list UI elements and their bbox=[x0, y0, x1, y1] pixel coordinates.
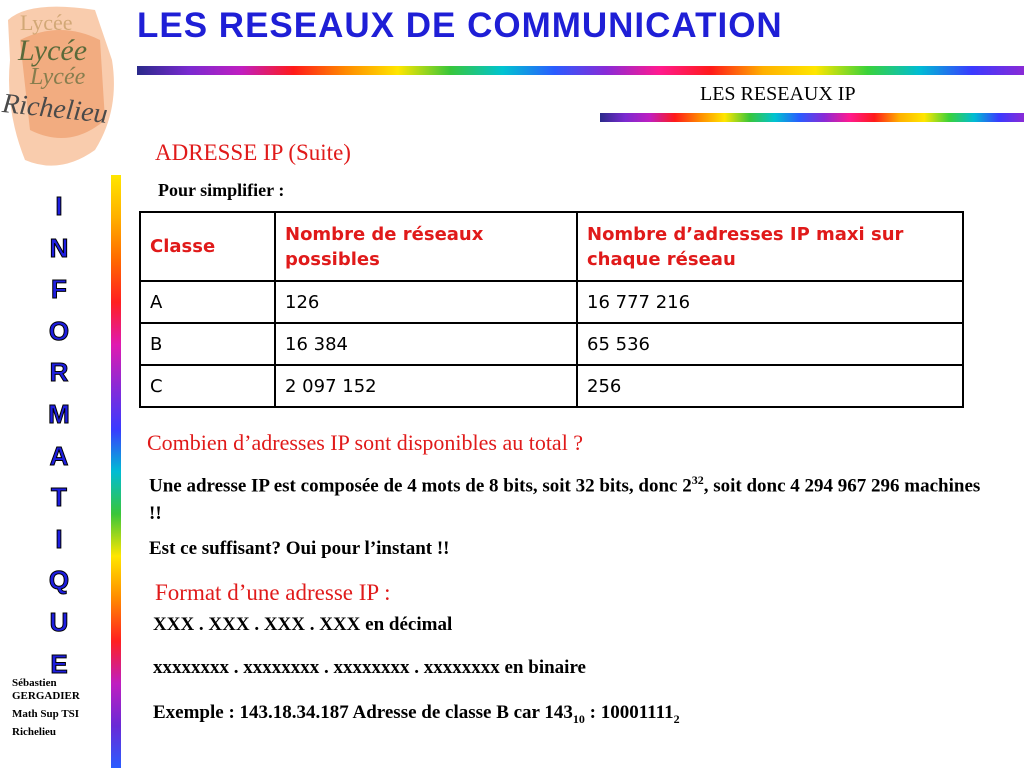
rainbow-divider-top bbox=[137, 66, 1024, 75]
format-decimal: XXX . XXX . XXX . XXX en décimal bbox=[153, 614, 453, 635]
vertical-letter: F bbox=[51, 274, 67, 305]
heading-total-addresses: Combien d’adresses IP sont disponibles au total ? bbox=[147, 430, 584, 455]
author-school: Richelieu bbox=[12, 726, 56, 738]
table-cell: C bbox=[140, 365, 275, 407]
table-cell: A bbox=[140, 281, 275, 323]
table-cell: 2 097 152 bbox=[275, 365, 577, 407]
heading-ip-address: ADRESSE IP (Suite) bbox=[155, 140, 351, 165]
svg-text:Lycée: Lycée bbox=[30, 64, 86, 90]
table-cell: 16 777 216 bbox=[577, 281, 963, 323]
table-header-row bbox=[140, 212, 963, 281]
lycee-richelieu-logo bbox=[0, 0, 135, 175]
ip-class-table bbox=[139, 211, 964, 408]
vertical-letter: I bbox=[55, 191, 63, 221]
example-text: Exemple : 143.18.34.187 Adresse de classe B car 143 bbox=[153, 702, 573, 723]
svg-text:Lycée: Lycée bbox=[18, 34, 88, 67]
table-header-cell: Classe bbox=[140, 212, 275, 281]
example-line bbox=[153, 702, 680, 727]
section-label: LES RESEAUX IP bbox=[700, 83, 856, 105]
table-cell: B bbox=[140, 323, 275, 365]
vertical-subject-label bbox=[34, 186, 84, 685]
paragraph-text: , soit donc 4 294 967 296 machines !! bbox=[149, 475, 981, 525]
author-class: Math Sup TSI bbox=[12, 708, 80, 720]
vertical-letter: A bbox=[49, 440, 69, 471]
rainbow-side-bar bbox=[111, 175, 121, 768]
example-text: : 10001111 bbox=[584, 702, 674, 723]
paragraph-text: Une adresse IP est composée de 4 mots de 8 bits, soit 32 bits, donc 2 bbox=[149, 475, 692, 497]
intro-text: Pour simplifier : bbox=[158, 180, 285, 200]
svg-text:Richelieu: Richelieu bbox=[0, 88, 110, 130]
subscript: 10 bbox=[572, 711, 585, 726]
vertical-letter: I bbox=[55, 523, 63, 554]
table-cell: 126 bbox=[275, 281, 577, 323]
table-cell: 256 bbox=[577, 365, 963, 407]
paragraph-address-composition bbox=[149, 466, 989, 528]
vertical-letter: Q bbox=[48, 565, 70, 596]
vertical-letter: R bbox=[49, 357, 69, 388]
subscript: 2 bbox=[673, 711, 680, 726]
svg-text:Lycée: Lycée bbox=[20, 10, 73, 35]
vertical-letter: U bbox=[49, 606, 69, 637]
table-row bbox=[140, 323, 963, 365]
paragraph-sufficient: Est ce suffisant? Oui pour l’instant !! bbox=[149, 538, 450, 559]
author-name: Sébastien GERGADIER bbox=[12, 677, 80, 702]
vertical-letter: O bbox=[48, 315, 70, 346]
page-title: LES RESEAUX DE COMMUNICATION bbox=[137, 6, 783, 45]
table-cell: 16 384 bbox=[275, 323, 577, 365]
author-block bbox=[12, 677, 107, 744]
heading-address-format: Format d’une adresse IP : bbox=[155, 580, 391, 605]
format-binary: xxxxxxxx . xxxxxxxx . xxxxxxxx . xxxxxxxx en binaire bbox=[153, 657, 586, 678]
vertical-letter: T bbox=[51, 482, 67, 513]
table-row bbox=[140, 365, 963, 407]
table-header-cell: Nombre de réseaux possibles bbox=[275, 212, 577, 281]
table-cell: 65 536 bbox=[577, 323, 963, 365]
table-row bbox=[140, 281, 963, 323]
table-header-cell: Nombre d’adresses IP maxi sur chaque réseau bbox=[577, 212, 963, 281]
exponent: 32 bbox=[691, 473, 704, 487]
vertical-letter: E bbox=[50, 648, 68, 679]
vertical-letter: M bbox=[48, 398, 70, 429]
vertical-letter: N bbox=[49, 232, 69, 263]
rainbow-divider-section bbox=[600, 113, 1024, 122]
